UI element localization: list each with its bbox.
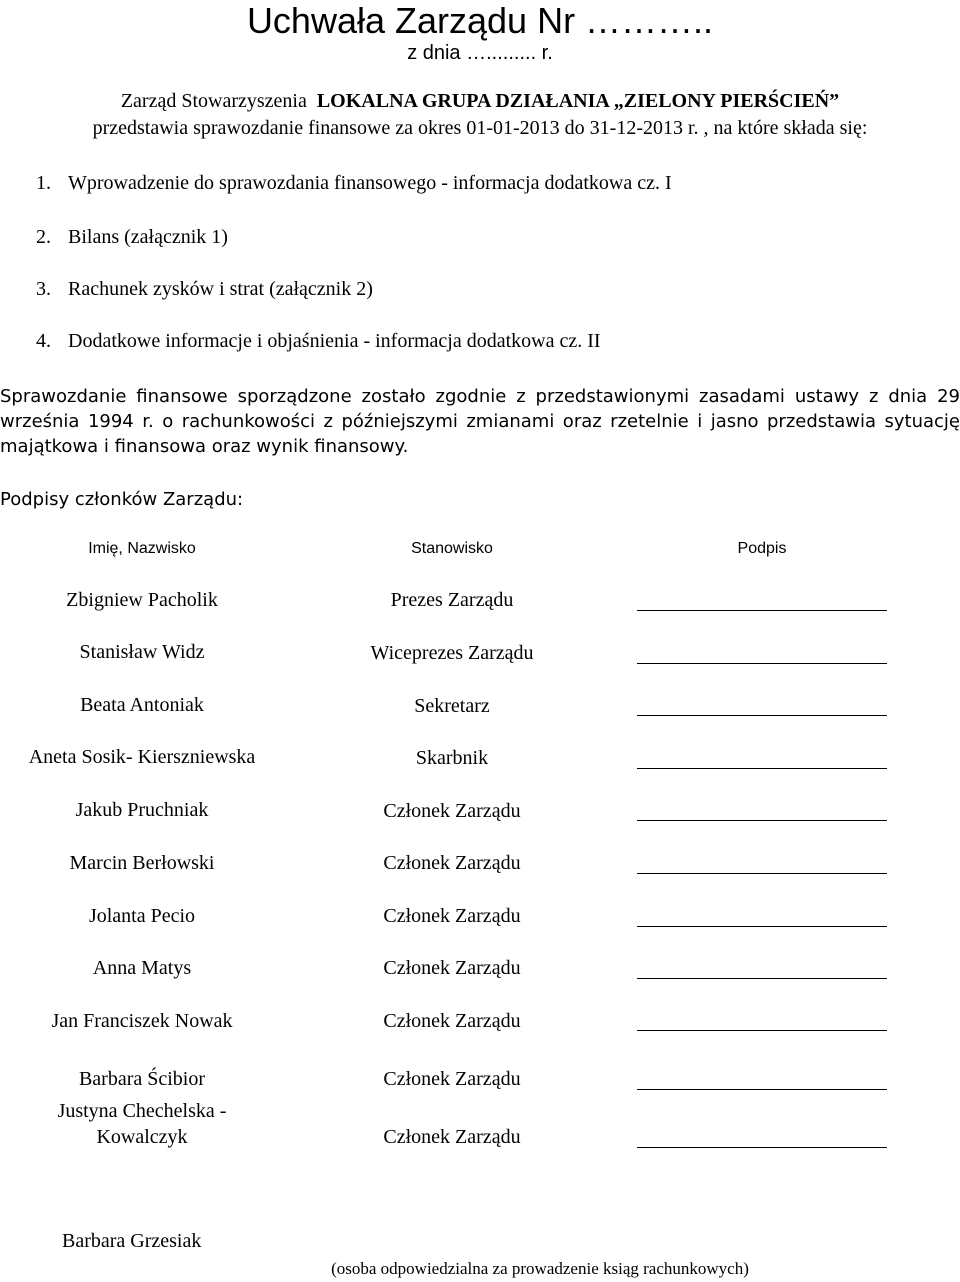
list-item-text: Wprowadzenie do sprawozdania finansowego - informacja dodatkowa cz. I <box>68 172 672 194</box>
member-position: Członek Zarządu <box>383 852 521 874</box>
list-item-number: 2. <box>36 226 51 248</box>
member-position: Członek Zarządu <box>383 1068 521 1090</box>
list-item-text: Dodatkowe informacje i objaśnienia - informacja dodatkowa cz. II <box>68 330 601 352</box>
column-header-signature: Podpis <box>737 540 787 557</box>
member-position: Członek Zarządu <box>383 800 521 822</box>
member-name: Anna Matys <box>92 957 192 979</box>
member-name: Jakub Pruchniak <box>75 799 209 821</box>
list-item <box>36 170 672 196</box>
list-item <box>36 224 228 250</box>
signature-line[interactable] <box>637 820 887 821</box>
column-header-position: Stanowisko <box>411 540 493 557</box>
signature-line[interactable] <box>637 663 887 664</box>
list-item-number: 1. <box>36 172 51 194</box>
signature-line[interactable] <box>637 768 887 769</box>
signature-line[interactable] <box>637 1147 887 1148</box>
intro-line-1 <box>0 88 960 115</box>
document-date: z dnia …......... r. <box>407 42 553 64</box>
member-position: Członek Zarządu <box>383 957 521 979</box>
member-name: Zbigniew Pacholik <box>66 589 218 611</box>
signature-line[interactable] <box>637 873 887 874</box>
member-position: Wiceprezes Zarządu <box>370 642 534 664</box>
signature-line[interactable] <box>637 1089 887 1090</box>
member-name-line: Justyna Chechelska - <box>57 1100 227 1122</box>
signature-line[interactable] <box>637 978 887 979</box>
member-name: Beata Antoniak <box>80 694 204 716</box>
member-position: Prezes Zarządu <box>390 589 514 611</box>
list-item-number: 4. <box>36 330 51 352</box>
signature-line[interactable] <box>637 1030 887 1031</box>
member-name: Barbara Ścibior <box>78 1068 206 1090</box>
member-name <box>0 1098 284 1150</box>
member-name: Jolanta Pecio <box>88 905 196 927</box>
member-name: Marcin Berłowski <box>69 852 215 874</box>
signature-line[interactable] <box>637 715 887 716</box>
signatures-heading: Podpisy członków Zarządu: <box>0 489 244 510</box>
list-item-number: 3. <box>36 278 51 300</box>
list-item-text: Bilans (załącznik 1) <box>68 226 228 248</box>
organization-name: LOKALNA GRUPA DZIAŁANIA „ZIELONY PIERŚCIEŃ” <box>316 90 840 112</box>
accountant-name: Barbara Grzesiak <box>62 1230 202 1252</box>
member-position: Członek Zarządu <box>383 1126 521 1148</box>
statement-paragraph: Sprawozdanie finansowe sporządzone zostało zgodnie z przedstawionymi zasadami ustawy z dnia 29 września 1994 r. o rachunkowości z późniejszymi zmianami oraz rzetelnie i jasno przedstawia sytuację majątkowa i finansowa oraz wynik finansowy. <box>0 386 960 457</box>
member-name: Jan Franciszek Nowak <box>51 1010 233 1032</box>
member-name: Aneta Sosik- Kierszniewska <box>28 746 256 768</box>
list-item <box>36 276 373 302</box>
column-header-name: Imię, Nazwisko <box>88 540 196 557</box>
list-item-text: Rachunek zysków i strat (załącznik 2) <box>68 278 373 300</box>
intro-prefix: Zarząd Stowarzyszenia <box>120 90 307 112</box>
signature-line[interactable] <box>637 926 887 927</box>
member-position: Skarbnik <box>415 747 489 769</box>
member-position: Sekretarz <box>414 695 490 717</box>
list-item <box>36 328 601 354</box>
member-position: Członek Zarządu <box>383 905 521 927</box>
member-name-line: Kowalczyk <box>96 1126 188 1148</box>
intro-line-2: przedstawia sprawozdanie finansowe za okres 01-01-2013 do 31-12-2013 r. , na które składa się: <box>92 117 868 139</box>
member-name: Stanisław Widz <box>79 641 205 663</box>
signature-line[interactable] <box>637 610 887 611</box>
document-title: Uchwała Zarządu Nr ……….. <box>246 0 714 41</box>
member-position: Członek Zarządu <box>383 1010 521 1032</box>
accountant-note: (osoba odpowiedzialna za prowadzenie ksiąg rachunkowych) <box>331 1259 749 1278</box>
intro-paragraph <box>0 88 960 142</box>
